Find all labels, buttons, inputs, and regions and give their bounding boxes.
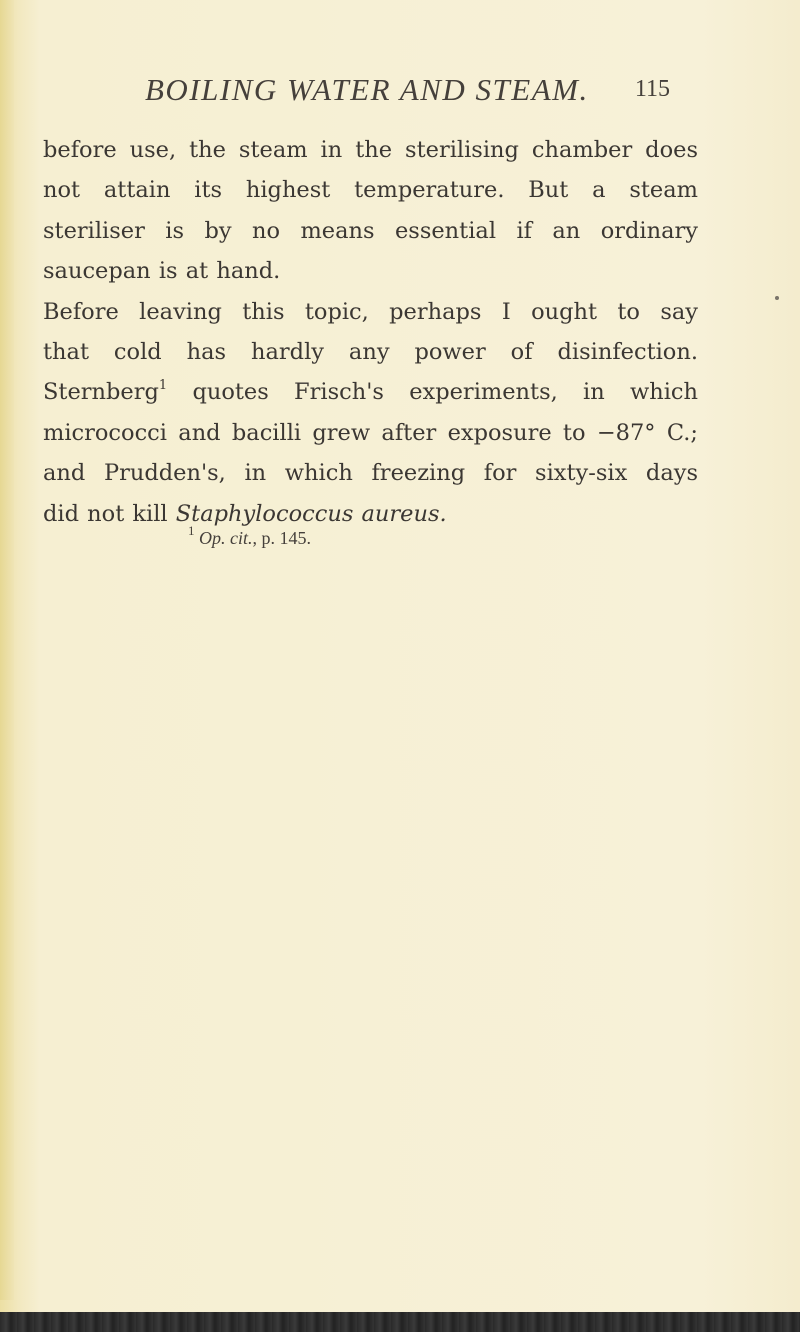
text-line: saucepan is at hand. [43, 258, 281, 285]
running-title: BOILING WATER AND STEAM. [145, 72, 589, 107]
text-fragment: did not kill [43, 500, 168, 527]
binding-edge [0, 0, 14, 1300]
footnote [188, 523, 311, 549]
footnote-marker: 1 [158, 377, 168, 393]
footnote-number: 1 [188, 523, 195, 538]
text-line: not attain its highest temperature. But a steam [43, 177, 698, 204]
footnote-reference-page: , p. 145. [252, 528, 311, 548]
author-name: Sternberg [43, 379, 159, 406]
text-line: before use, the steam in the sterilising chamber does [43, 137, 698, 163]
body-text [43, 130, 698, 534]
text-line: steriliser is by no means essential if an ordinary [43, 217, 698, 244]
paper-speck [775, 296, 779, 300]
page-bottom-edge [0, 1312, 800, 1332]
species-name: Staphylococcus aureus. [175, 500, 447, 527]
text-line [43, 494, 698, 534]
text-line: micrococci and bacilli grew after exposure to −87° C.; [43, 419, 698, 446]
running-head [145, 72, 670, 112]
text-line: that cold has hardly any power of disinfection. [43, 338, 698, 365]
text-line [43, 372, 698, 412]
text-line: Before leaving this topic, perhaps I ought to say [43, 298, 698, 325]
page-number: 115 [634, 76, 670, 102]
text-line: and Prudden's, in which freezing for sixty-six days [43, 460, 698, 487]
text-fragment: quotes Frisch's experiments, in which [192, 379, 698, 406]
footnote-reference-title: Op. cit. [199, 528, 253, 548]
